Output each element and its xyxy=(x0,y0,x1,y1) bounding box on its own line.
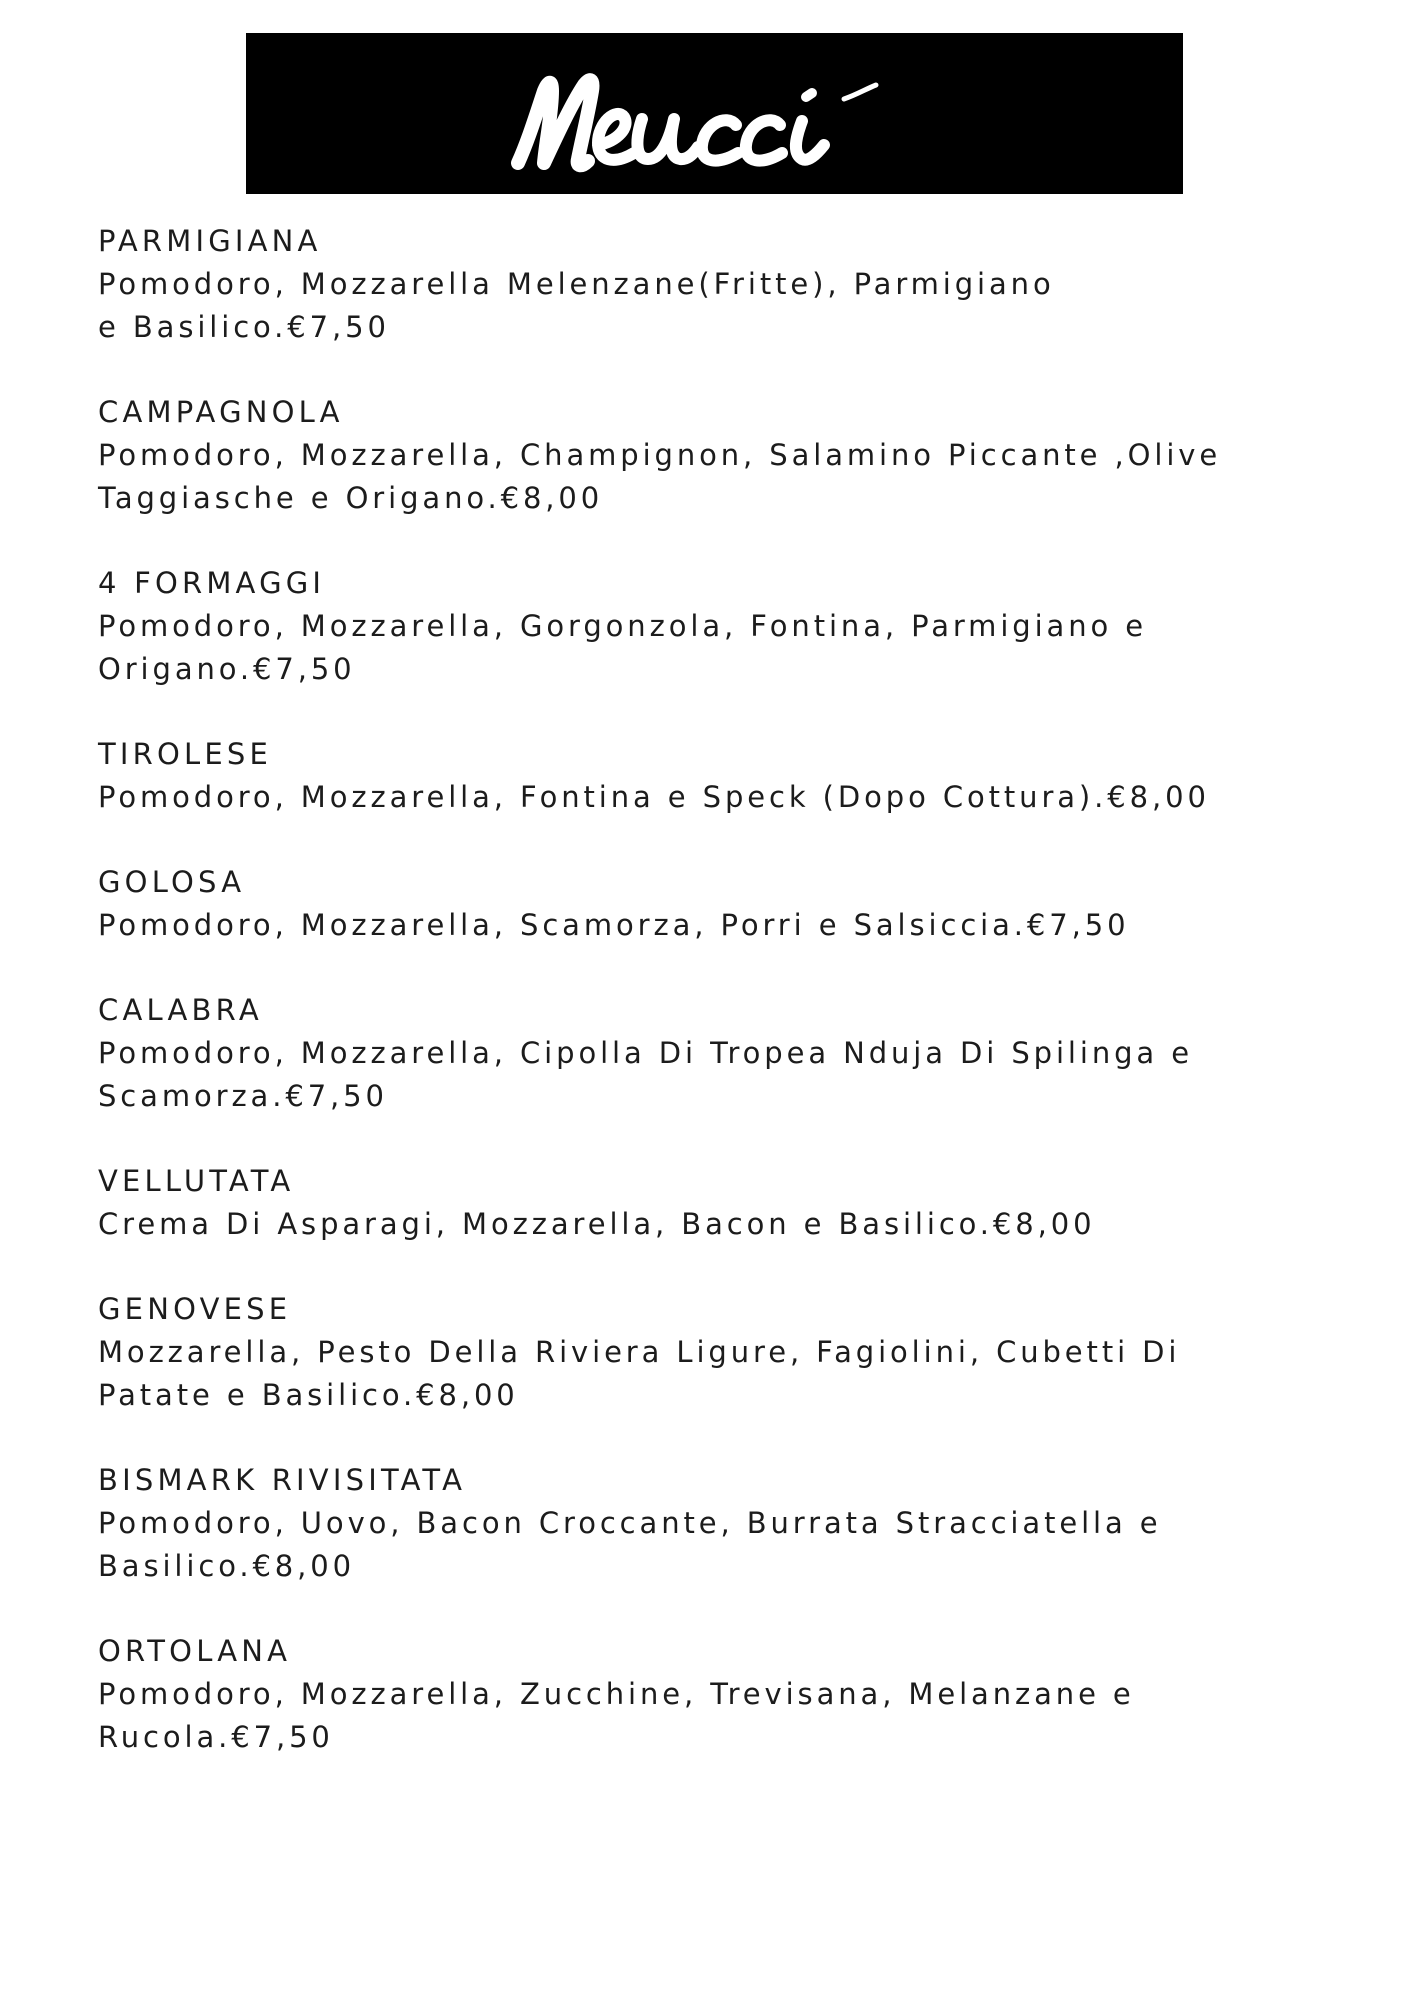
menu-item xyxy=(98,220,1318,349)
menu-item-name: GOLOSA xyxy=(98,865,246,899)
menu-item-description: Pomodoro, Mozzarella, Champignon, Salamino Piccante ,Olive Taggiasche e Origano.€8,00 xyxy=(98,438,1222,515)
menu-item-name: ORTOLANA xyxy=(98,1634,292,1668)
menu-item-name: GENOVESE xyxy=(98,1292,292,1326)
menu-item xyxy=(98,861,1318,947)
menu-item xyxy=(98,1288,1318,1417)
menu-item-description: Crema Di Asparagi, Mozzarella, Bacon e Basilico.€8,00 xyxy=(98,1207,1096,1241)
menu-item xyxy=(98,989,1318,1118)
menu-item-name: PARMIGIANA xyxy=(98,224,322,258)
menu-item xyxy=(98,1160,1318,1246)
menu-item-description: Pomodoro, Mozzarella Melenzane(Fritte), Parmigiano e Basilico.€7,50 xyxy=(98,267,1055,344)
logo-banner xyxy=(246,33,1183,194)
menu-item xyxy=(98,391,1318,520)
menu-item-description: Pomodoro, Mozzarella, Gorgonzola, Fontina, Parmigiano e Origano.€7,50 xyxy=(98,609,1148,686)
menu-item-name: BISMARK RIVISITATA xyxy=(98,1463,467,1497)
menu-item xyxy=(98,1459,1318,1588)
menu-item-description: Pomodoro, Mozzarella, Zucchine, Trevisana, Melanzane e Rucola.€7,50 xyxy=(98,1677,1135,1754)
menu-item-name: CAMPAGNOLA xyxy=(98,395,344,429)
menu-item xyxy=(98,562,1318,691)
menu-item-description: Mozzarella, Pesto Della Riviera Ligure, Fagiolini, Cubetti Di Patate e Basilico.€8,00 xyxy=(98,1335,1181,1412)
menu-item-name: TIROLESE xyxy=(98,737,273,771)
menu-item-description: Pomodoro, Mozzarella, Scamorza, Porri e Salsiccia.€7,50 xyxy=(98,908,1130,942)
menu-item-description: Pomodoro, Mozzarella, Fontina e Speck (Dopo Cottura).€8,00 xyxy=(98,780,1210,814)
menu-item-description: Pomodoro, Mozzarella, Cipolla Di Tropea Nduja Di Spilinga e Scamorza.€7,50 xyxy=(98,1036,1193,1113)
menu-list xyxy=(98,220,1318,1801)
menu-item xyxy=(98,1630,1318,1759)
menu-item-name: VELLUTATA xyxy=(98,1164,295,1198)
brand-logo xyxy=(246,33,1183,194)
menu-item-name: CALABRA xyxy=(98,993,263,1027)
menu-item-name: 4 FORMAGGI xyxy=(98,566,326,600)
menu-item xyxy=(98,733,1318,819)
menu-item-description: Pomodoro, Uovo, Bacon Croccante, Burrata Stracciatella e Basilico.€8,00 xyxy=(98,1506,1162,1583)
